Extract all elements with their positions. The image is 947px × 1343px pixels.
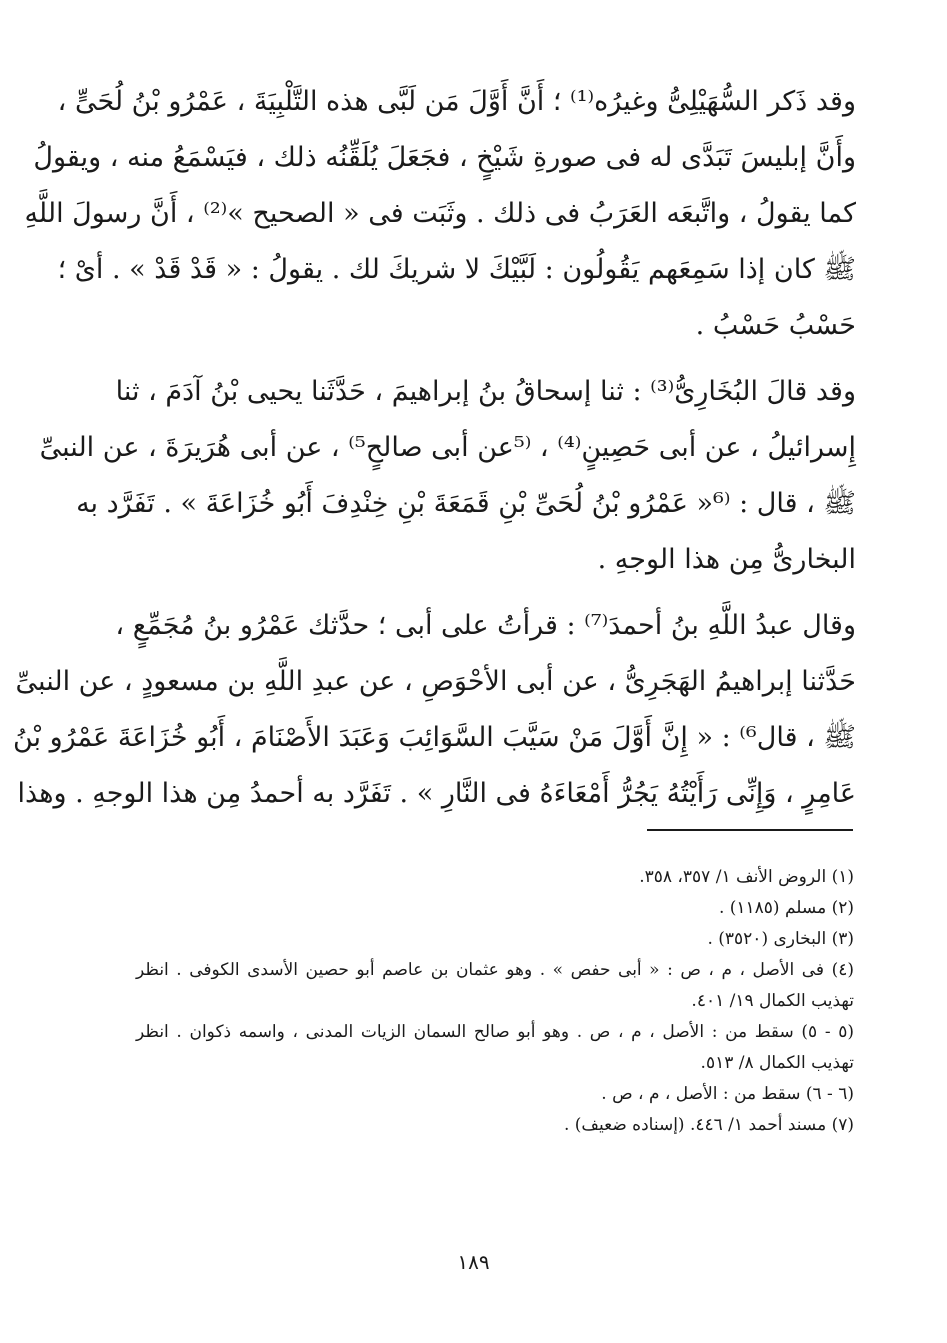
footnote-7: (٧) مسند أحمد ١/ ٤٤٦. (إسناده ضعيف) . <box>563 1115 854 1135</box>
footnotes <box>136 862 854 1141</box>
paragraph-1 <box>24 74 856 354</box>
footnote-6: (٦ - ٦) سقط من : الأصل ، م ، ص . <box>601 1084 854 1104</box>
footnote-divider <box>647 829 853 831</box>
main-text <box>12 74 856 822</box>
page-number: ١٨٩ <box>457 1250 490 1274</box>
text-line: كما يقولُ ، واتَّبعَه العَرَبُ فى ذلك . وثَبَت فى « الصحيح »⁽²⁾ ، أَنَّ رسولَ اللَّهِ <box>24 198 856 229</box>
footnote-5-continued: تهذيب الكمال ٨/ ٥١٣. <box>700 1053 854 1073</box>
text-line: وأَنَّ إبليسَ تَبَدَّى له فى صورةِ شَيْخٍ ، فجَعَلَ يُلَقِّنُه ذلك ، فيَسْمَعُ منه ، ويقولُ <box>33 142 856 173</box>
footnote-1: (١) الروض الأنف ١/ ٣٥٧، ٣٥٨. <box>639 867 854 887</box>
text-line: وقد قالَ البُخَارِىُّ⁽³⁾ : ثنا إسحاقُ بنُ إبراهيمَ ، حَدَّثَنا يحيى بْنُ آدَمَ ، ثنا <box>115 376 856 407</box>
footnote-2: (٢) مسلم (١١٨٥) . <box>718 898 854 918</box>
paragraph-3 <box>12 598 856 822</box>
footnote-5: (٥ - ٥) سقط من : الأصل ، م ، ص . وهو أبو صالح السمان الزيات المدنى ، واسمه ذكوان . انظر <box>136 1022 854 1042</box>
text-line: حَدَّثنا إبراهيمُ الهَجَرِىُّ ، عن أبى الأحْوَصِ ، عن عبدِ اللَّهِ بن مسعودٍ ، عن النبىِّ <box>15 666 856 697</box>
text-line: ﷺ ، قال⁶⁾ : « إِنَّ أَوَّلَ مَنْ سَيَّبَ السَّوَائِبَ وَعَبَدَ الأَصْنَامَ ، أَبُو خُزَاعَةَ عَمْرُو بْنُ <box>12 722 856 753</box>
text-line: البخارىُّ مِن هذا الوجهِ . <box>597 544 856 575</box>
footnote-4: (٤) فى الأصل ، م ، ص : « أبى حفص » . وهو عثمان بن عاصم أبو حصين الأسدى الكوفى . انظر <box>136 960 854 980</box>
text-line: وقد ذَكر السُّهَيْلِىُّ وغيرُه⁽¹⁾ ؛ أَنَّ أَوَّلَ مَن لَبَّى هذه التَّلْبِيَةَ ، عَمْرُو بْنُ لُحَىٍّ ، <box>57 86 856 117</box>
text-line: ﷺ ، قال : ⁽⁶« عَمْرُو بْنُ لُحَىِّ بْنِ قَمَعَةَ بْنِ خِنْدِفَ أَبُو خُزَاعَةَ » . تَفَرَّد به <box>76 488 856 519</box>
footnote-3: (٣) البخارى (٣٥٢٠) . <box>707 929 854 949</box>
text-line: ﷺ كان إذا سَمِعَهم يَقُولُون : لَبَّيْكَ لا شريكَ لك . يقولُ : « قَدْ قَدْ » . أىْ ؛ <box>57 254 856 285</box>
text-line: حَسْبُ حَسْبُ . <box>695 310 856 341</box>
footnote-4-continued: تهذيب الكمال ١٩/ ٤٠١. <box>691 991 854 1011</box>
paragraph-2 <box>39 364 856 588</box>
text-line: إِسرائيلُ ، عن أبى حَصِينٍ⁽⁴⁾ ، ⁽⁵عن أبى صالحٍ⁵⁾ ، عن أبى هُرَيرَةَ ، عن النبىِّ <box>39 432 856 463</box>
text-line: عَامِرٍ ، وَإِنِّى رَأَيْتُهُ يَجُرُّ أَمْعَاءَهُ فى النَّارِ » . تَفَرَّد به أحمدُ مِن هذا الوجهِ . وهذا <box>17 778 856 809</box>
text-line: وقال عبدُ اللَّهِ بنُ أحمدَ⁽⁷⁾ : قرأتُ على أبى ؛ حدَّثك عَمْرُو بنُ مُجَمِّعٍ ، <box>115 610 856 641</box>
